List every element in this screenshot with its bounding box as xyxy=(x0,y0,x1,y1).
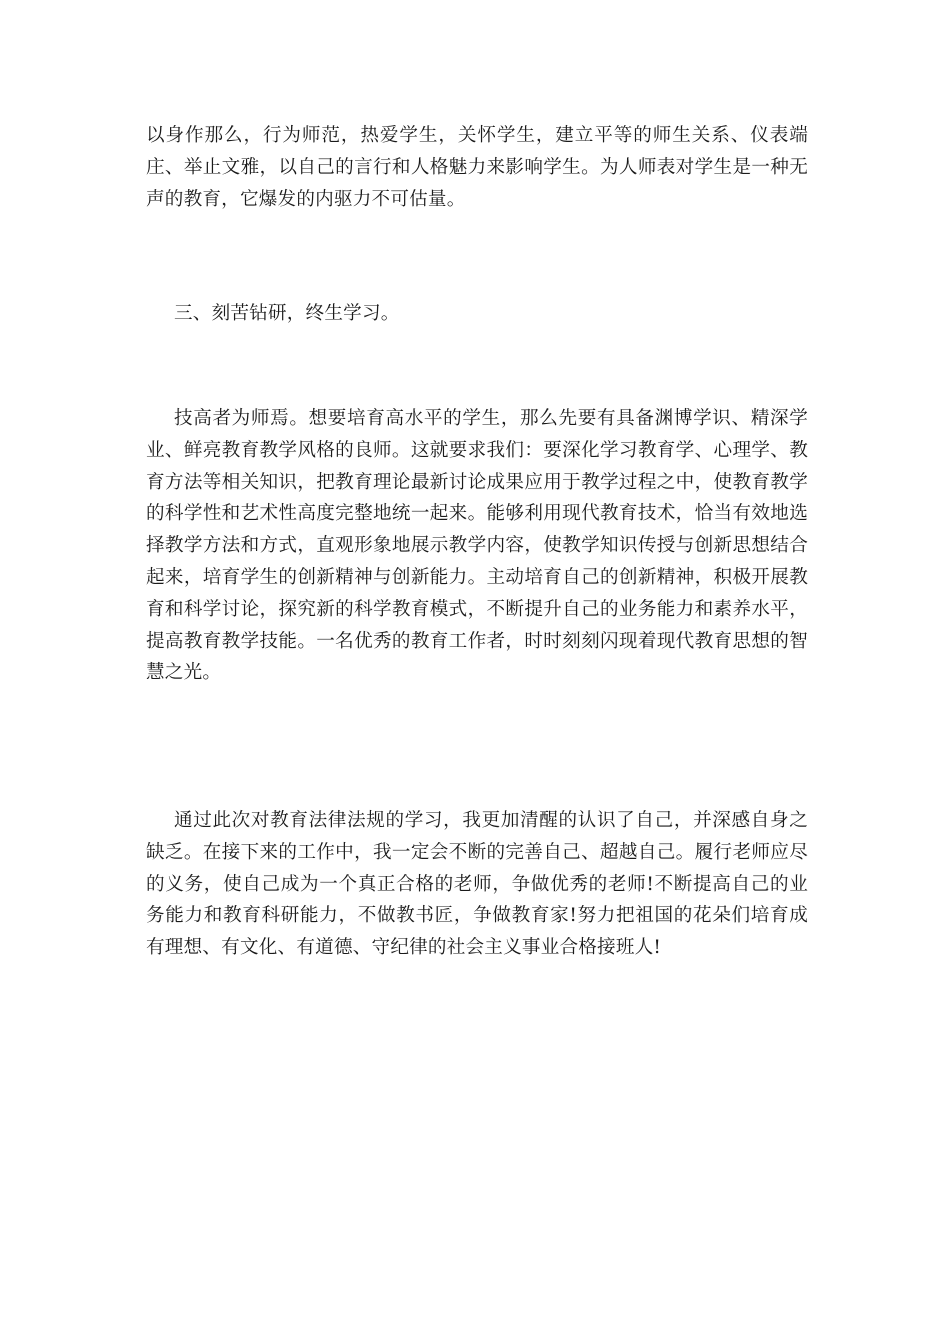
section-heading-study: 三、刻苦钻研，终生学习。 xyxy=(174,303,400,324)
paragraph-role-model: 以身作那么，行为师范，热爱学生，关怀学生，建立平等的师生关系、仪表端庄、举止文雅，以自己的言行和人格魅力来影响学生。为人师表对学生是一种无声的教育，它爆发的内驱力不可估量。 xyxy=(146,125,808,210)
paragraph-skilled-teacher: 技高者为师焉。想要培育高水平的学生，那么先要有具备渊博学识、精深学业、鲜亮教育教学风格的良师。这就要求我们：要深化学习教育学、心理学、教育方法等相关知识，把教育理论最新讨论成果应用于教学过程之中，使教育教学的科学性和艺术性高度完整地统一起来。能够利用现代教育技术，恰当有效地选择教学方法和方式，直观形象地展示教学内容，使教学知识传授与创新思想结合起来，培育学生的创新精神与创新能力。主动培育自己的创新精神，积极开展教育和科学讨论，探究新的科学教育模式，不断提升自己的业务能力和素养水平，提高教育教学技能。一名优秀的教育工作者，时时刻刻闪现着现代教育思想的智慧之光。 xyxy=(146,408,808,684)
paragraph-conclusion: 通过此次对教育法律法规的学习，我更加清醒的认识了自己，并深感自身之缺乏。在接下来的工作中，我一定会不断的完善自己、超越自己。履行老师应尽的义务，使自己成为一个真正合格的老师，争做优秀的老师!不断提高自己的业务能力和教育科研能力，不做教书匠，争做教育家!努力把祖国的花朵们培育成有理想、有文化、有道德、守纪律的社会主义事业合格接班人! xyxy=(146,810,808,959)
